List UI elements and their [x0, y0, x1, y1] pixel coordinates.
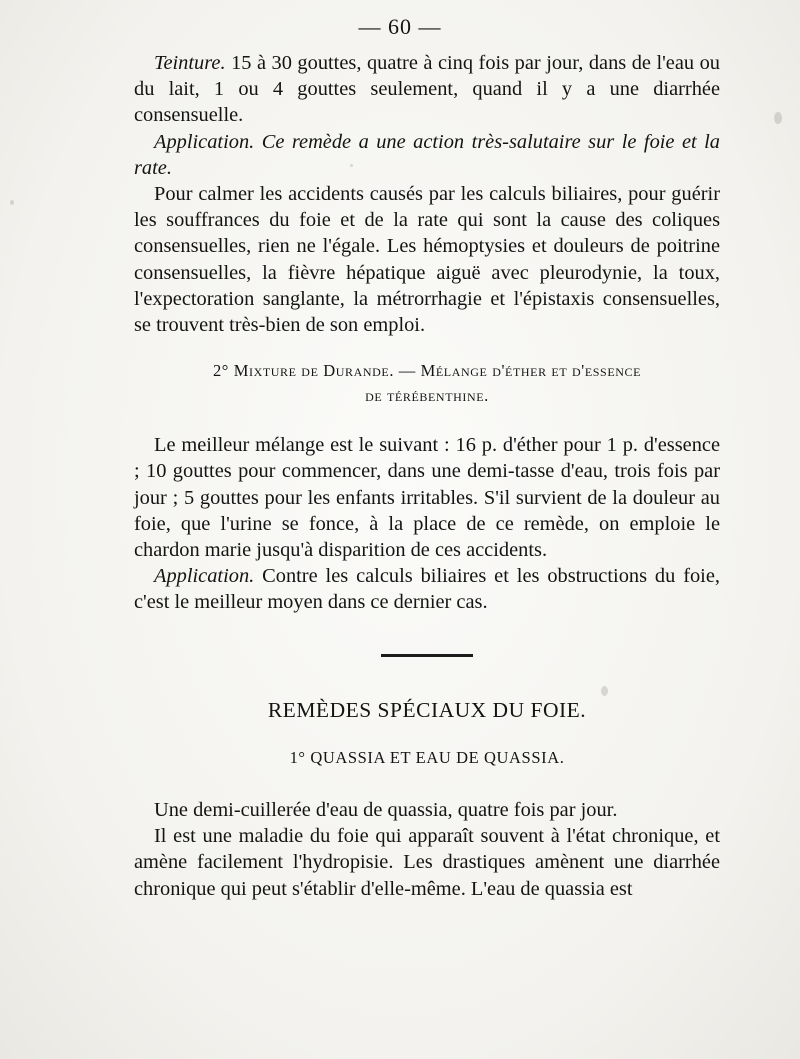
section-heading-line1: 2° Mixture de Durande. — Mélange d'éther et d'essence	[212, 361, 642, 381]
paragraph-text: Le meilleur mélange est le suivant : 16 p. d'éther pour 1 p. d'essence ; 10 gouttes pour commencer, dans une demi-tasse d'eau, trois fois par jour ; 5 gouttes pour les enfants irritables. S'il survient de la douleur au foie, que l'urine se fonce, à la place de ce remède, on emploie le chardon marie jusqu'à disparition de ces accidents.	[134, 434, 720, 562]
paragraph-biliary-calculi	[134, 181, 720, 338]
chapter-title: REMÈDES SPÉCIAUX DU FOIE.	[267, 697, 587, 722]
section-divider	[381, 654, 473, 657]
paper-speck	[350, 164, 353, 167]
section-heading-line2: de térébenthine.	[365, 386, 489, 406]
paragraph-text: Une demi-cuillerée d'eau de quassia, quatre fois par jour.	[154, 799, 618, 822]
paragraph-application-1	[134, 129, 720, 181]
paragraph-quassia-dose	[134, 797, 720, 823]
paragraph-text: Contre les calculs biliaires et les obstructions du foie, c'est le meilleur moyen dans ce dernier cas.	[134, 565, 720, 614]
paragraph-liver-disease	[134, 823, 720, 902]
paragraph-text: Il est une maladie du foie qui apparaît souvent à l'état chronique, et amène facilement l'hydropisie. Les drastiques amènent une diarrhée chronique qui peut s'établir d'elle-même. L'eau de quassia est	[134, 825, 720, 900]
paragraph-text: Pour calmer les accidents causés par les calculs biliaires, pour guérir les souffrances du foie et de la rate qui sont la cause des coliques consensuelles, rien ne l'égale. Les hémoptysies et douleurs de poitrine consensuelles, la fièvre hépatique aiguë avec pleurodynie, la toux, l'expectoration sanglante, la métrorrhagie et l'épistaxis consensuelles, se trouvent très-bien de son emploi.	[134, 183, 720, 337]
paragraph-label: Application.	[154, 565, 255, 588]
paragraph-label: Teinture.	[154, 52, 226, 74]
paragraph-best-mixture	[134, 432, 720, 563]
paper-speck	[774, 112, 782, 124]
paper-speck	[601, 686, 608, 696]
paragraph-text: 15 à 30 gouttes, quatre à cinq fois par jour, dans de l'eau ou du lait, 1 ou 4 gouttes seulement, quand il y a une diarrhée consensuelle.	[134, 52, 720, 127]
paragraph-text: Ce remède a une action très-salutaire sur le foie et la rate.	[134, 130, 720, 179]
page-number: — 60 —	[358, 14, 442, 39]
paragraph-label: Application.	[154, 130, 255, 153]
paper-speck	[10, 200, 14, 205]
page-body	[134, 50, 720, 902]
sub-heading-quassia: 1° QUASSIA ET EAU DE QUASSIA.	[289, 747, 565, 767]
paragraph-teinture	[134, 50, 720, 129]
paragraph-application-2	[134, 563, 720, 615]
section-heading-durande	[134, 358, 720, 408]
